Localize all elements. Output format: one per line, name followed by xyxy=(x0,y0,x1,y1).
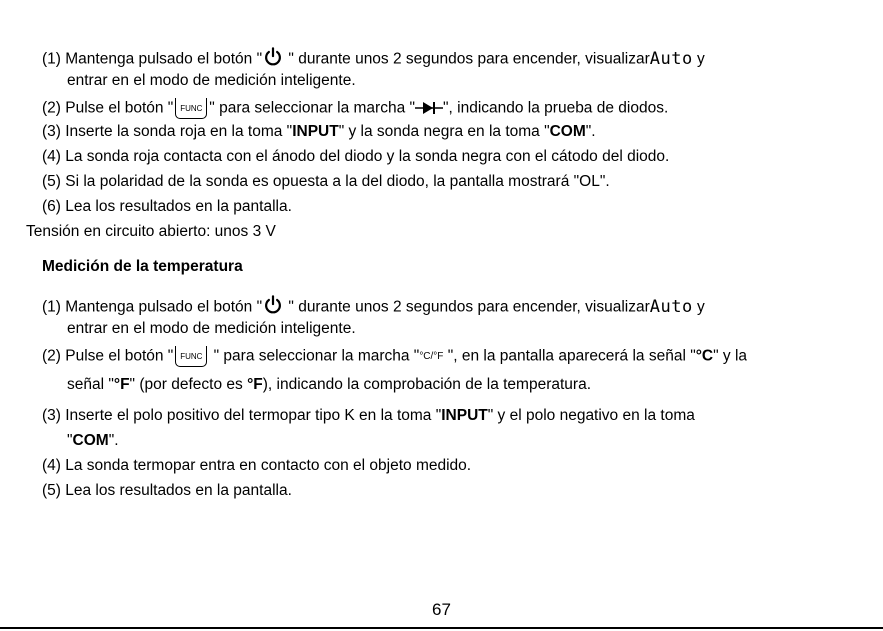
temp-step-1: (1) Mantenga pulsado el botón " " durante unos 2 segundos para encender, visualizarAuto y xyxy=(42,294,705,321)
lcd-auto-display: Auto xyxy=(649,48,693,69)
celsius-fahrenheit-icon: °C/°F xyxy=(419,350,444,362)
diode-step-1: (1) Mantenga pulsado el botón " " durante unos 2 segundos para encender, visualizarAuto y xyxy=(42,46,705,73)
power-icon xyxy=(262,46,284,73)
func-button-icon: FUNC xyxy=(175,346,207,367)
diode-step-5: (5) Si la polaridad de la sonda es opuesta a la del diodo, la pantalla mostrará "OL". xyxy=(42,173,610,190)
lcd-auto-display: Auto xyxy=(649,296,693,317)
section-heading-temperature: Medición de la temperatura xyxy=(42,258,243,275)
diode-step-6: (6) Lea los resultados en la pantalla. xyxy=(42,198,292,215)
temp-step-2-cont: señal "°F" (por defecto es °F), indicando la comprobación de la temperatura. xyxy=(67,376,592,393)
power-icon xyxy=(262,294,284,321)
footer-rule xyxy=(0,627,883,629)
diode-step-3: (3) Inserte la sonda roja en la toma "INPUT" y la sonda negra en la toma "COM". xyxy=(42,123,596,140)
diode-step-4: (4) La sonda roja contacta con el ánodo del diodo y la sonda negra con el cátodo del diodo. xyxy=(42,148,670,165)
diode-step-2: (2) Pulse el botón " FUNC " para seleccionar la marcha " ", indicando la prueba de diodos. xyxy=(42,98,668,119)
temp-step-3: (3) Inserte el polo positivo del termopar tipo K en la toma "INPUT" y el polo negativo en la toma xyxy=(42,407,695,424)
diode-step-1-cont: entrar en el modo de medición inteligente. xyxy=(67,72,356,89)
temp-step-4: (4) La sonda termopar entra en contacto con el objeto medido. xyxy=(42,457,472,474)
open-circuit-voltage: Tensión en circuito abierto: unos 3 V xyxy=(26,223,276,240)
temp-step-1-cont: entrar en el modo de medición inteligente. xyxy=(67,320,356,337)
page-number: 67 xyxy=(432,600,451,619)
temp-step-3-cont: "COM". xyxy=(67,432,119,449)
func-button-icon: FUNC xyxy=(175,98,207,119)
temp-step-5: (5) Lea los resultados en la pantalla. xyxy=(42,482,292,499)
temp-step-2: (2) Pulse el botón " FUNC " para seleccionar la marcha "°C/°F ", en la pantalla aparecerá la señal "°C" y la xyxy=(42,346,747,367)
diode-symbol-icon xyxy=(415,100,443,118)
